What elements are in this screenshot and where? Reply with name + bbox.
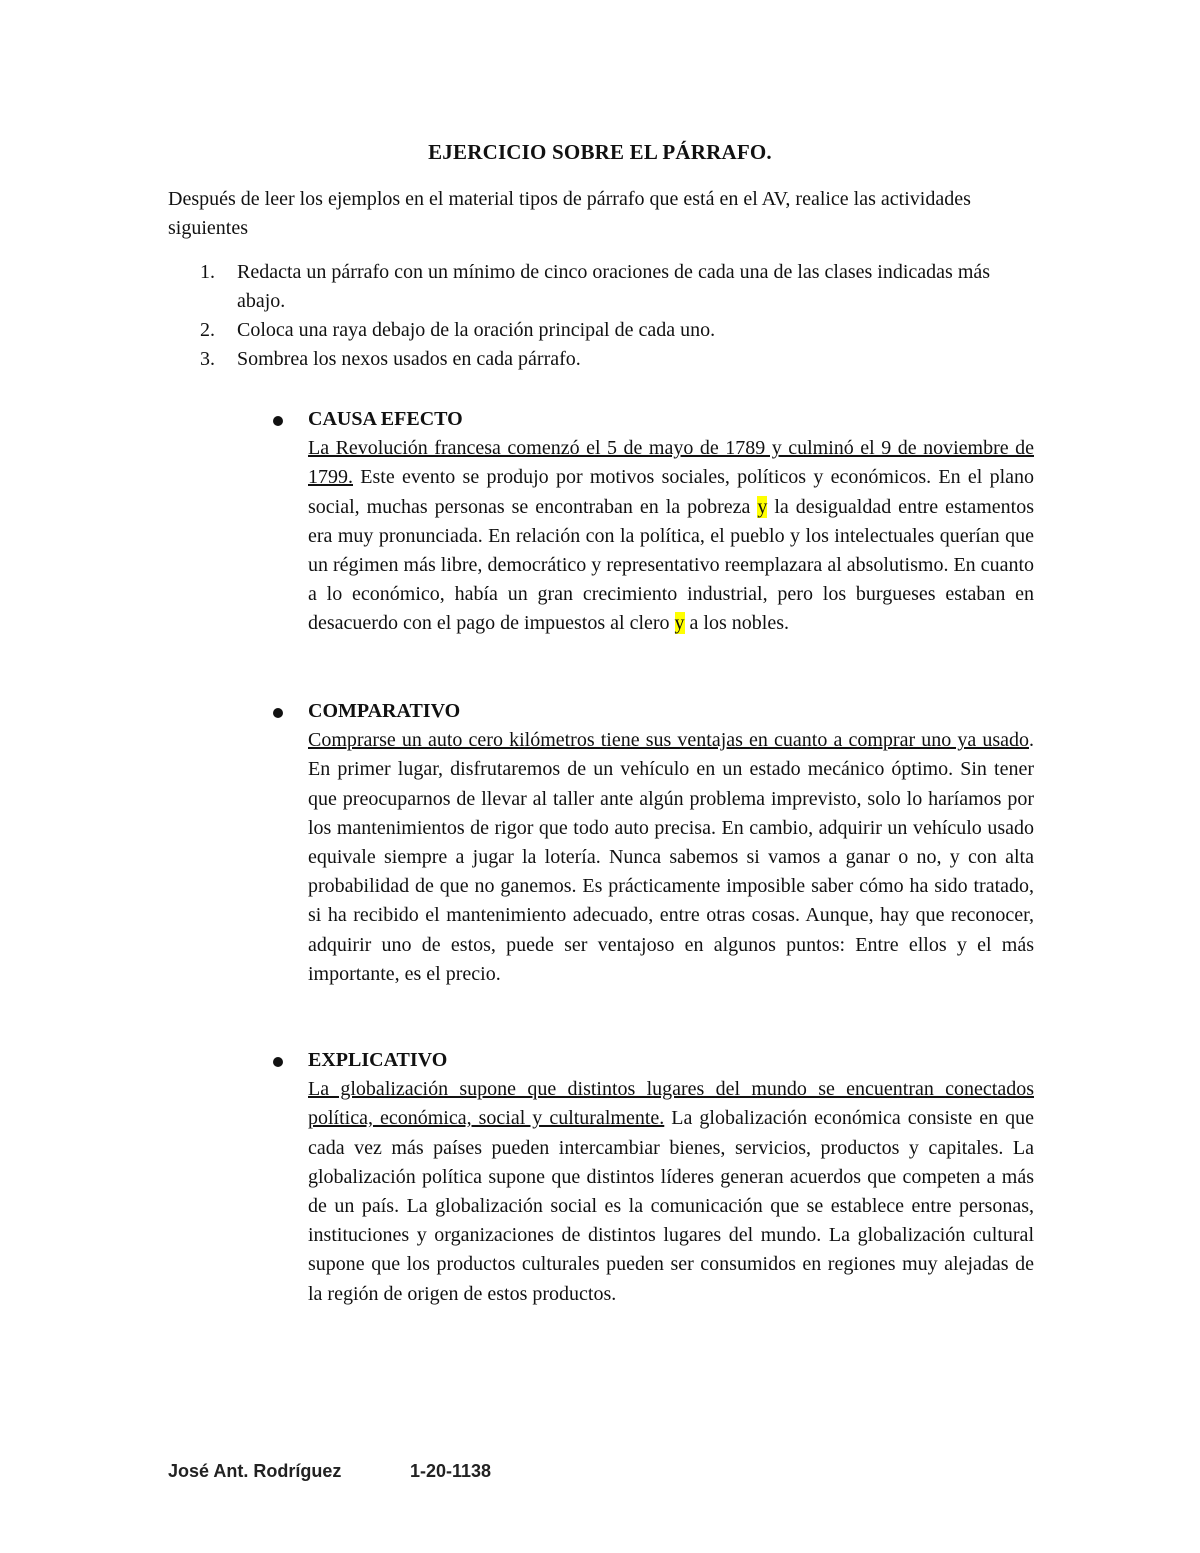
list-number: 3. xyxy=(200,348,215,370)
paragraph-text: . En primer lugar, disfrutaremos de un vehículo en un estado mecánico óptimo. Sin tener que preocuparnos de llevar al taller ante algún problema imprevisto, solo lo haríamos por los mantenimientos de rigor que todo auto precisa. En cambio, adquirir un vehículo usado equivale siempre a jugar la lotería. Nunca sabemos si vamos a ganar o no, y con alta probabilidad de que no ganemos. Es prácticamente imposible saber cómo ha sido tratado, si ha recibido el mantenimiento adecuado, entre otras cosas. Aunque, hay que reconocer, adquirir uno de estos, puede ser ventajoso en algunos puntos: Entre ellos y el más importante, es el precio. xyxy=(308,729,1034,985)
list-item-text: Coloca una raya debajo de la oración principal de cada uno. xyxy=(237,319,716,341)
section-explicativo xyxy=(308,1046,1034,1309)
main-sentence: La Revolución francesa comenzó el 5 de mayo de 1789 y culminó el 9 de noviembre de 1799. xyxy=(308,437,1034,489)
section-causa-efecto xyxy=(308,405,1034,639)
paragraph-text: la desigualdad entre estamentos era muy pronunciada. En relación con la política, el pueblo y los intelectuales querían que un régimen más libre, democrático y representativo reemplazara al absolutismo. En cuanto a lo económico, había un gran crecimiento industrial, pero los burgueses estaban en desacuerdo con el pago de impuestos al clero xyxy=(308,495,1034,635)
list-item-text: Sombrea los nexos usados en cada párrafo. xyxy=(237,348,581,370)
footer-author-name: José Ant. Rodríguez xyxy=(168,1461,342,1481)
list-number: 1. xyxy=(200,261,215,283)
list-item xyxy=(196,258,1026,316)
section-heading: EXPLICATIVO xyxy=(308,1049,448,1071)
footer-student-id: 1-20-1138 xyxy=(410,1461,492,1481)
section-heading: CAUSA EFECTO xyxy=(308,408,463,430)
bullet-icon xyxy=(273,416,283,426)
intro-paragraph: Después de leer los ejemplos en el material tipos de párrafo que está en el AV, realice las actividades siguientes xyxy=(168,188,971,239)
paragraph-text: Este evento se produjo por motivos sociales, políticos y económicos. En el plano social, muchas personas se encontraban en la pobreza xyxy=(308,466,1034,518)
paragraph-text: La globalización económica consiste en que cada vez más países pueden intercambiar bienes, servicios, productos y capitales. La globalización política supone que distintos líderes generan acuerdos que competen a más de un país. La globalización social es la comunicación que se establece entre personas, instituciones y organizaciones de distintos lugares del mundo. La globalización cultural supone que los productos culturales pueden ser consumidos en regiones muy alejadas de la región de origen de estos productos. xyxy=(308,1107,1034,1305)
section-paragraph xyxy=(308,726,1034,989)
bullet-icon xyxy=(273,1057,283,1067)
section-comparativo xyxy=(308,697,1034,989)
highlighted-nexo: y xyxy=(757,495,768,518)
section-heading: COMPARATIVO xyxy=(308,700,461,722)
instructions-list xyxy=(196,258,1026,374)
list-item xyxy=(196,345,1026,374)
list-item-text: Redacta un párrafo con un mínimo de cinco oraciones de cada una de las clases indicadas más abajo. xyxy=(237,261,991,312)
page-title: EJERCICIO SOBRE EL PÁRRAFO. xyxy=(428,140,772,164)
list-number: 2. xyxy=(200,319,215,341)
main-sentence: Comprarse un auto cero kilómetros tiene sus ventajas en cuanto a comprar uno ya usado xyxy=(308,729,1029,752)
section-paragraph xyxy=(308,1075,1034,1309)
paragraph-text: a los nobles. xyxy=(684,612,789,635)
section-paragraph xyxy=(308,434,1034,638)
main-sentence: La globalización supone que distintos lugares del mundo se encuentran conectados política, económica, social y culturalmente. xyxy=(308,1078,1034,1130)
highlighted-nexo: y xyxy=(674,612,685,635)
list-item xyxy=(196,316,1026,345)
bullet-icon xyxy=(273,708,283,718)
